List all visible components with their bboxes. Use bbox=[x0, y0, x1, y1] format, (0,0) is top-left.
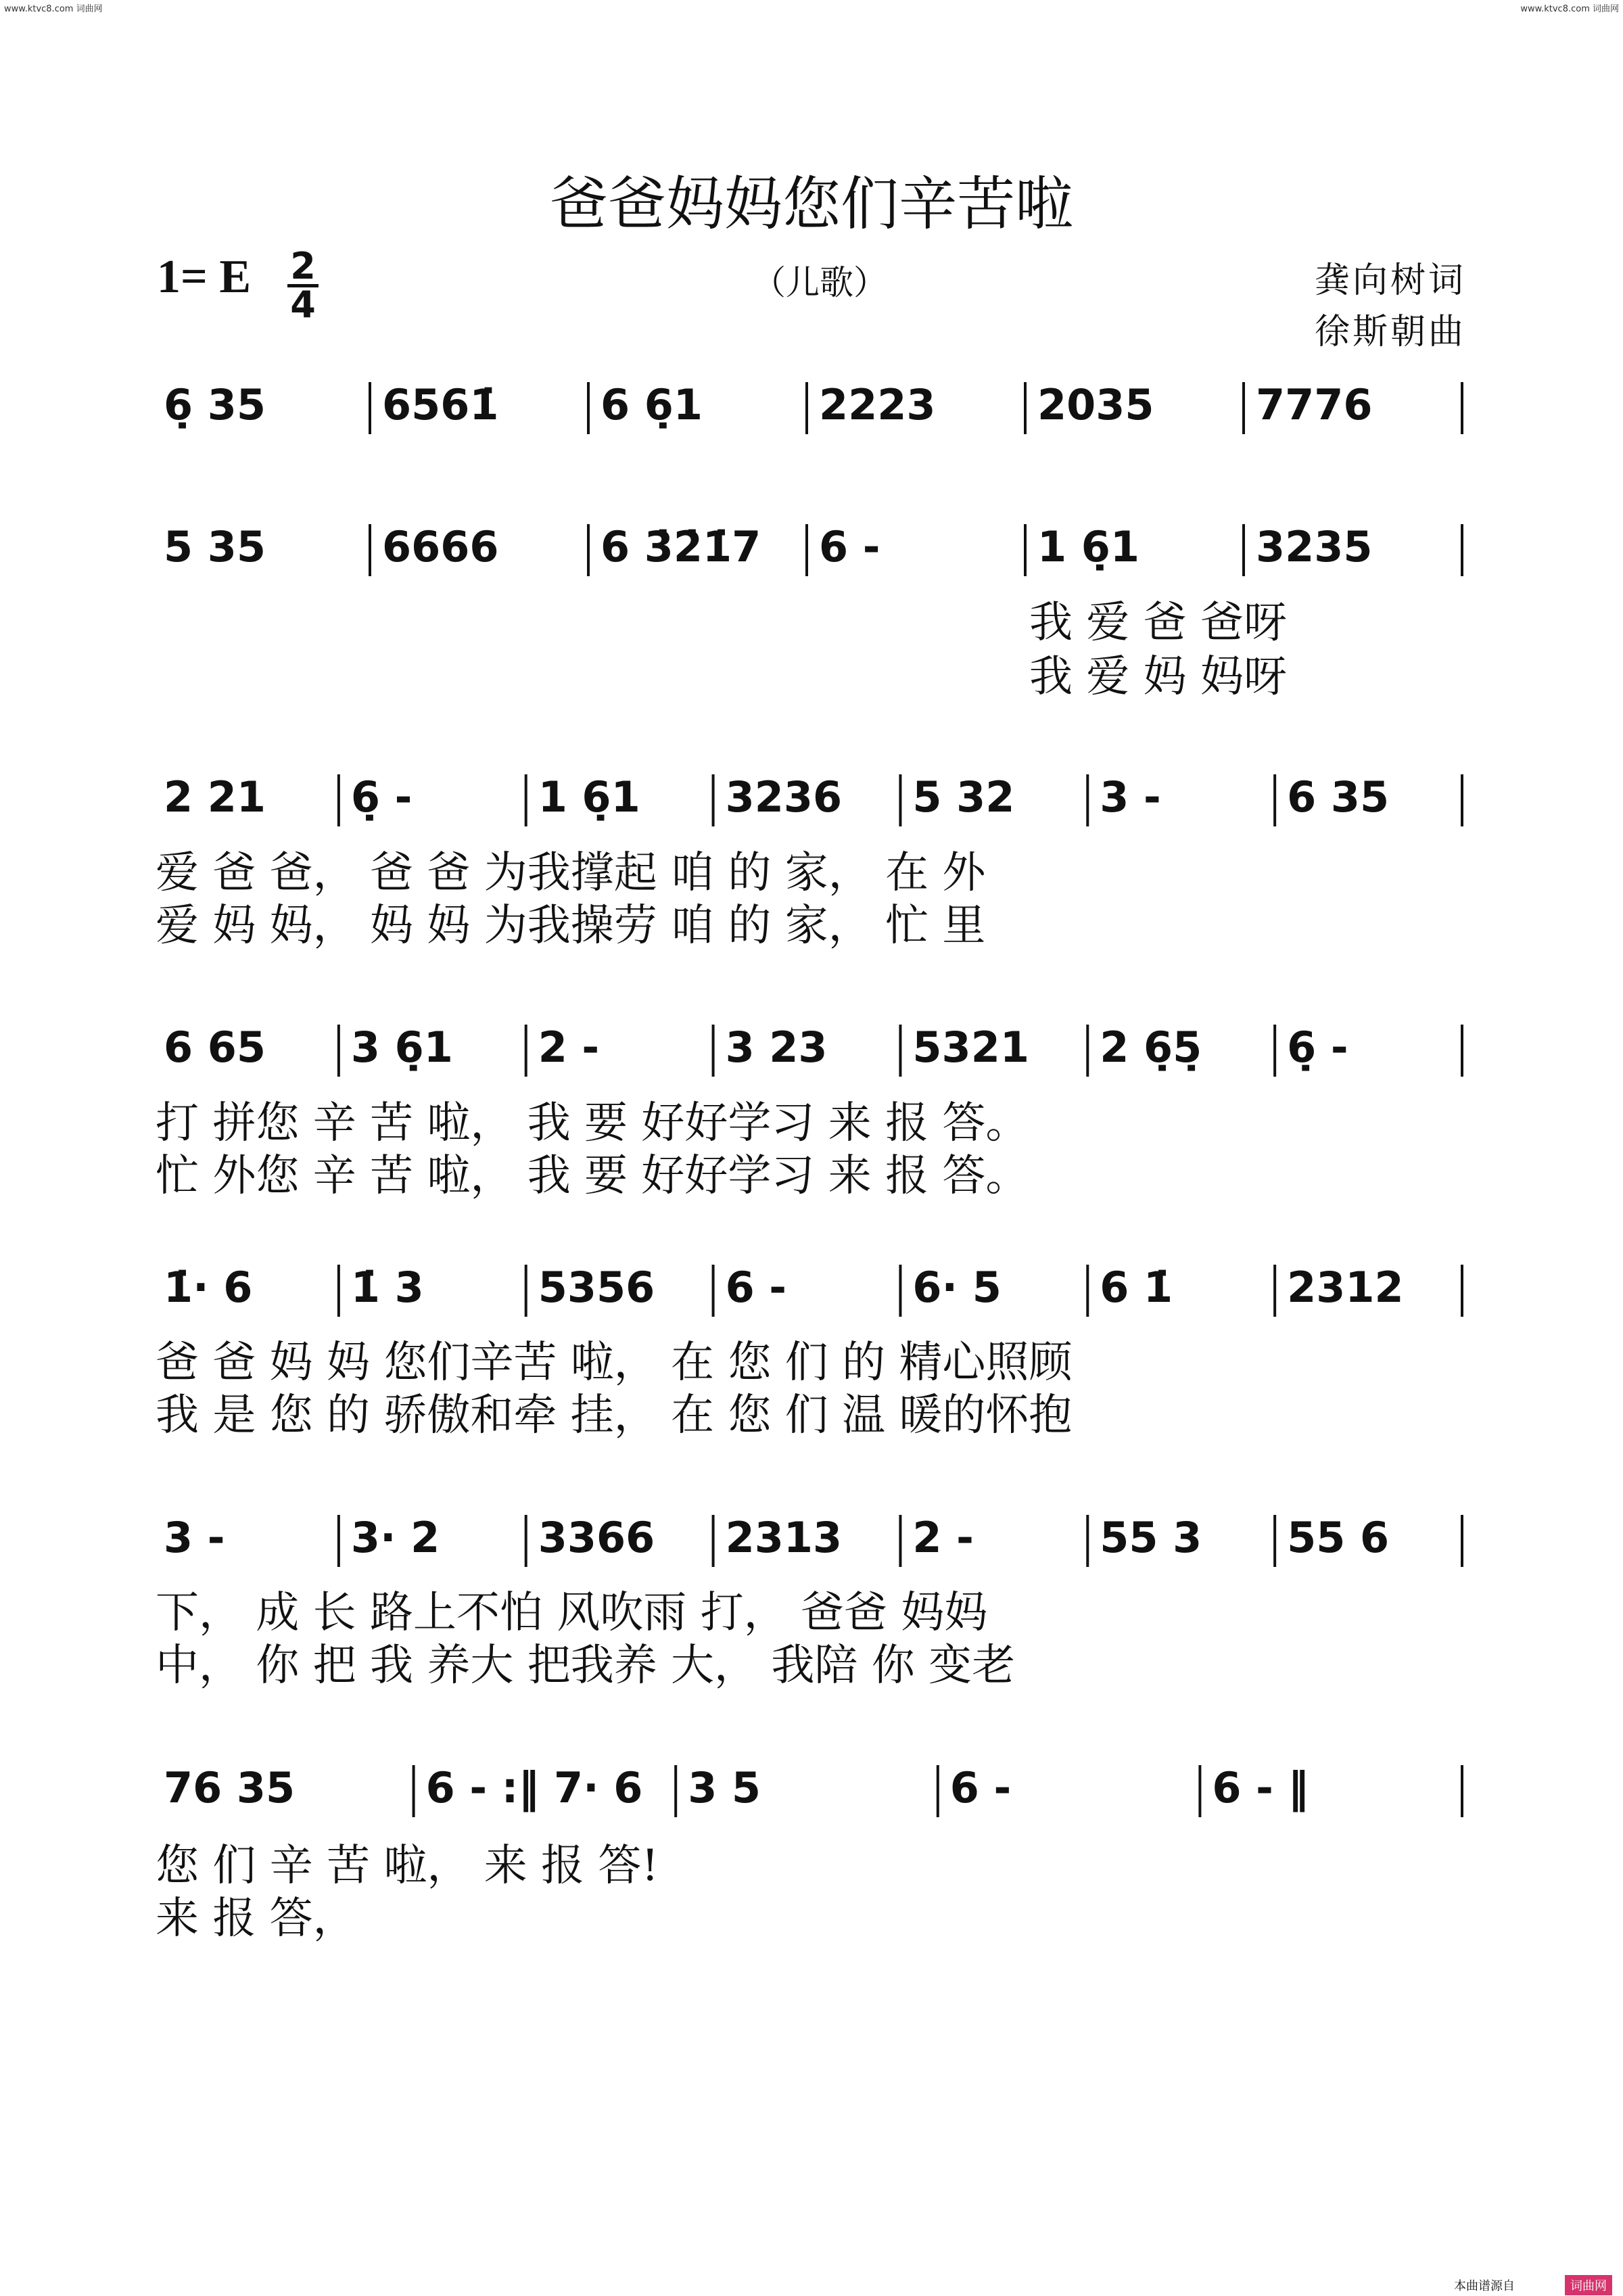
notation-bar-text: 5 32 bbox=[912, 772, 1015, 822]
notation-bar-text: 6 - ‖ bbox=[1212, 1763, 1309, 1812]
notation-bar-text: 3 5 bbox=[688, 1763, 761, 1812]
notation-bar-text: 6 - :‖ 7· 6 bbox=[425, 1763, 643, 1812]
lyrics-row7-verse1: 您 们 辛 苦 啦， 来 报 答! bbox=[156, 1841, 659, 1891]
song-subtitle: （儿歌） bbox=[752, 263, 887, 302]
notation-bar-text: 6561̇ bbox=[382, 380, 499, 429]
lyrics-row5-verse1: 爸 爸 妈 妈 您们辛苦 啦， 在 您 们 的 精心照顾 bbox=[156, 1338, 1073, 1388]
notation-bar-text: 3· 2 bbox=[350, 1513, 440, 1562]
notation-bar-text: 3366 bbox=[538, 1513, 655, 1562]
notation-bar-text: 6 - bbox=[725, 1263, 787, 1312]
notation-bar-text: 1̇ 3 bbox=[350, 1263, 424, 1312]
notation-bar-text: 3235 bbox=[1256, 522, 1373, 571]
notation-bar-text: 6 - bbox=[819, 522, 880, 571]
notation-bar-text: 76 35 bbox=[164, 1763, 296, 1812]
site-header-left: www.ktvc8.com 词曲网 bbox=[4, 4, 103, 14]
notation-bar-text: 6 6̣1 bbox=[601, 380, 703, 429]
notation-bar-text: 6666 bbox=[382, 522, 499, 571]
notation-bar-text: 3 - bbox=[164, 1513, 225, 1562]
notation-bar-text: 6 65 bbox=[164, 1023, 266, 1072]
lyrics-row4-verse1: 打 拼您 辛 苦 啦， 我 要 好好学习 来 报 答。 bbox=[156, 1098, 1029, 1148]
notation-bar-text: 2 6̣5̣ bbox=[1100, 1023, 1202, 1072]
notation-bar-text: 5321 bbox=[912, 1023, 1029, 1072]
time-signature-top: 2 bbox=[290, 245, 316, 287]
time-signature-bottom: 4 bbox=[290, 283, 316, 326]
site-header-right: www.ktvc8.com 词曲网 bbox=[1520, 4, 1619, 14]
lyrics-row3-verse1: 爱 爸 爸， 爸 爸 为我撑起 咱 的 家， 在 外 bbox=[156, 848, 986, 898]
notation-bar-text: 6· 5 bbox=[912, 1263, 1002, 1312]
notation-bar-text: 3 6̣1 bbox=[350, 1023, 453, 1072]
notation-bar-text: 7776 bbox=[1256, 380, 1373, 429]
lyrics-row7-verse2: 来 报 答， bbox=[156, 1894, 356, 1944]
notation-bar-text: 1 6̣1 bbox=[538, 772, 640, 822]
notation-bar-text: 6̣ 35 bbox=[164, 380, 266, 429]
notation-bar-text: 6̣ - bbox=[350, 772, 413, 822]
notation-bar-text: 6 - bbox=[949, 1763, 1012, 1812]
lyrics-row6-verse2: 中， 你 把 我 养大 把我养 大， 我陪 你 变老 bbox=[156, 1641, 1016, 1691]
lyrics-row2-verse1: 我 爱 爸 爸呀 bbox=[1029, 598, 1288, 648]
notation-bar-text: 6 1̇ bbox=[1100, 1263, 1173, 1312]
notation-bar-text: 5 35 bbox=[164, 522, 266, 571]
lyrics-row4-verse2: 忙 外您 辛 苦 啦， 我 要 好好学习 来 报 答。 bbox=[156, 1151, 1029, 1201]
notation-bar-text: 2 - bbox=[912, 1513, 974, 1562]
notation-bar-text: 55 6 bbox=[1287, 1513, 1390, 1562]
notation-bar-text: 3 - bbox=[1100, 772, 1161, 822]
notation-bar-text: 2313 bbox=[725, 1513, 843, 1562]
notation-bar-text: 2312 bbox=[1287, 1263, 1404, 1312]
footer-brand: 词曲网 bbox=[1565, 2275, 1612, 2295]
lyricist: 龚向树词 bbox=[1314, 260, 1466, 301]
notation-bar-text: 2035 bbox=[1037, 380, 1154, 429]
key-signature: 1= E bbox=[157, 251, 252, 303]
notation-bar-text: 2 21 bbox=[164, 772, 266, 822]
composer: 徐斯朝曲 bbox=[1314, 312, 1466, 352]
lyrics-row3-verse2: 爱 妈 妈， 妈 妈 为我操劳 咱 的 家， 忙 里 bbox=[156, 901, 986, 951]
notation-bar-text: 5356 bbox=[538, 1263, 655, 1312]
notation-bar-text: 1̇· 6 bbox=[164, 1263, 253, 1312]
lyrics-row5-verse2: 我 是 您 的 骄傲和牵 挂， 在 您 们 温 暖的怀抱 bbox=[156, 1390, 1073, 1440]
lyrics-row6-verse1: 下， 成 长 路上不怕 风吹雨 打， 爸爸 妈妈 bbox=[156, 1588, 988, 1638]
notation-bar-text: 2223 bbox=[819, 380, 936, 429]
footer-source: 本曲谱源自 bbox=[1454, 2279, 1515, 2293]
notation-bar-text: 1 6̣1 bbox=[1037, 522, 1140, 571]
notation-bar-text: 6̣ - bbox=[1287, 1023, 1348, 1072]
song-title: 爸爸妈妈您们辛苦啦 bbox=[550, 170, 1073, 238]
notation-bar-text: 3236 bbox=[725, 772, 843, 822]
notation-bar-text: 55 3 bbox=[1100, 1513, 1202, 1562]
notation-bar-text: 6 3̇2̇1̇7 bbox=[601, 522, 761, 571]
lyrics-row2-verse2: 我 爱 妈 妈呀 bbox=[1029, 652, 1288, 702]
notation-bar-text: 3 23 bbox=[725, 1023, 828, 1072]
notation-bar-text: 6 35 bbox=[1287, 772, 1390, 822]
notation-bar-text: 2 - bbox=[538, 1023, 600, 1072]
